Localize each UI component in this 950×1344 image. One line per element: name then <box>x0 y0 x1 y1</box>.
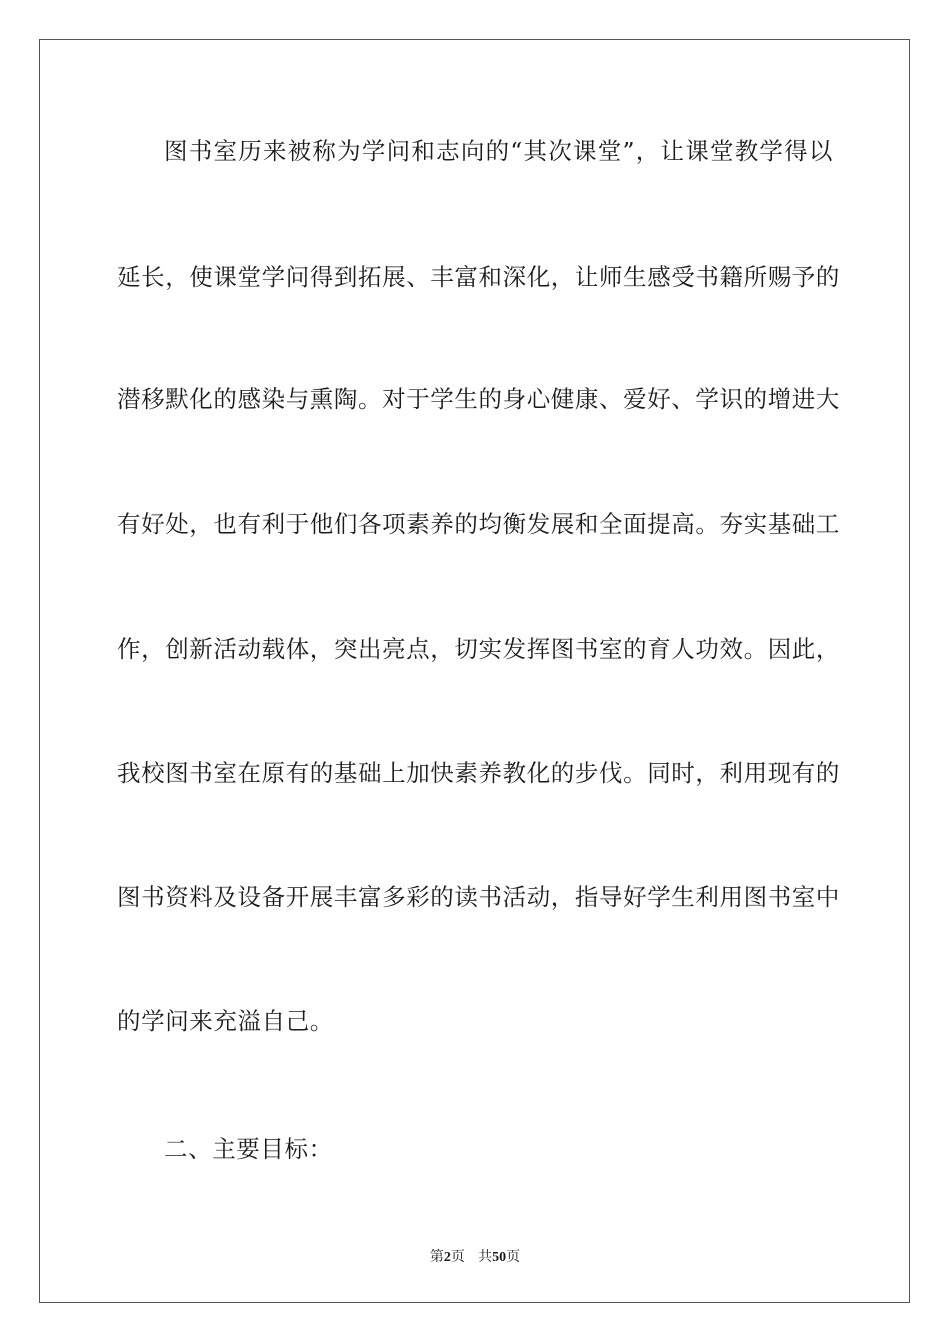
paragraph-line: 潜移默化的感染与熏陶。对于学生的身心健康、爱好、学识的增进大 <box>117 385 840 413</box>
paragraph-line: 我校图书室在原有的基础上加快素养教化的步伐。同时，利用现有的 <box>117 759 840 787</box>
total-suffix: 页 <box>506 1249 521 1265</box>
paragraph-line: 图书室历来被称为学问和志向的“其次课堂”，让课堂教学得以 <box>164 137 833 165</box>
section-heading: 二、主要目标： <box>164 1135 333 1163</box>
total-prefix: 共 <box>478 1249 493 1265</box>
paragraph-line: 图书资料及设备开展丰富多彩的读书活动，指导好学生利用图书室中 <box>117 883 840 911</box>
page-number: 2 <box>443 1250 451 1265</box>
page-suffix: 页 <box>450 1249 465 1265</box>
paragraph-line: 的学问来充溢自己。 <box>117 1007 334 1035</box>
total-pages: 50 <box>492 1250 507 1265</box>
page-prefix: 第 <box>429 1249 444 1265</box>
paragraph-line: 有好处，也有利于他们各项素养的均衡发展和全面提高。夯实基础工 <box>117 510 840 538</box>
page-footer <box>0 1248 950 1267</box>
paragraph-line: 作，创新活动载体，突出亮点，切实发挥图书室的育人功效。因此， <box>117 635 840 663</box>
page-border <box>39 39 910 1303</box>
paragraph-line: 延长，使课堂学问得到拓展、丰富和深化，让师生感受书籍所赐予的 <box>117 263 840 291</box>
